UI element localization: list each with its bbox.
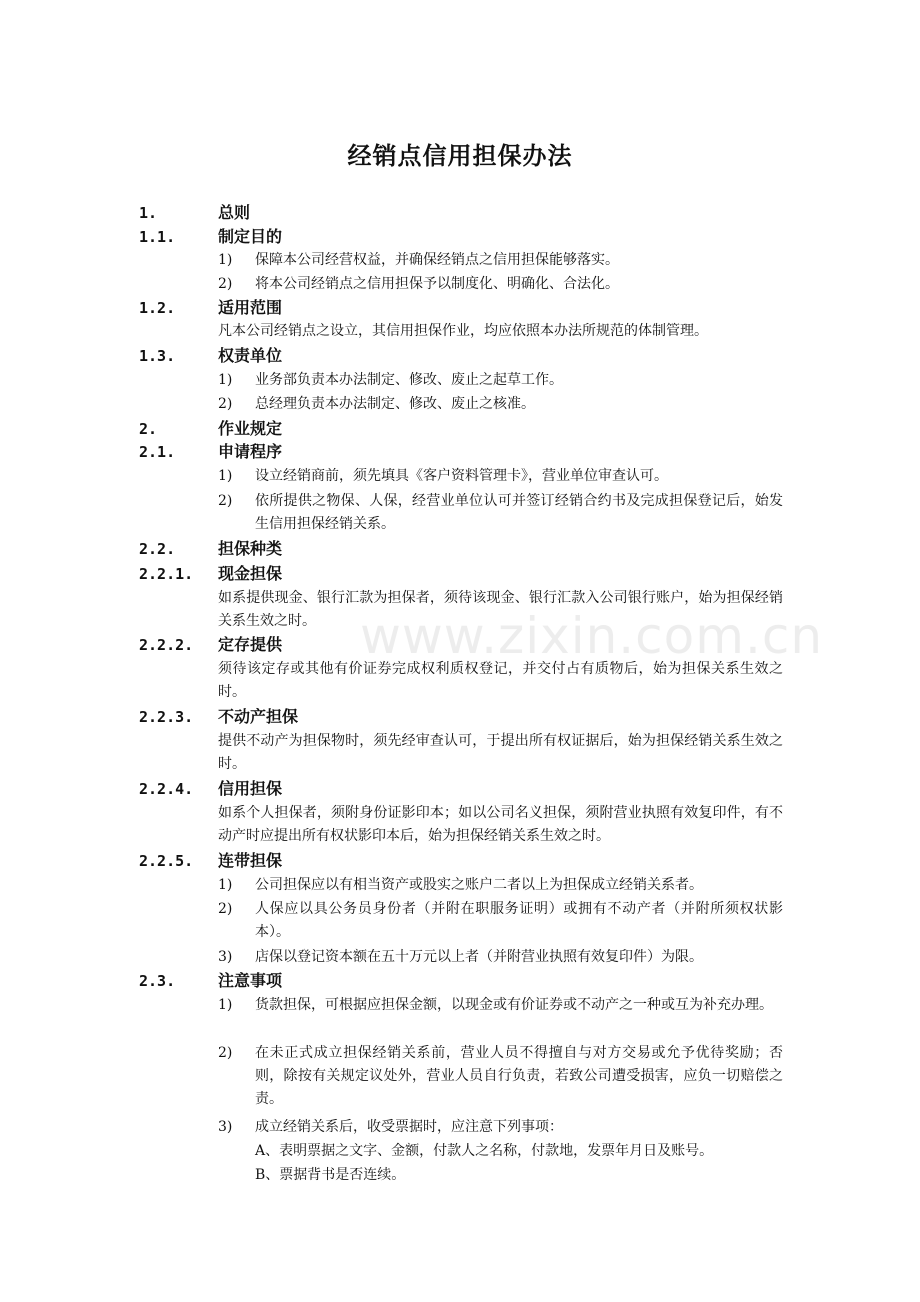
section-number: 2.2.1.: [139, 565, 194, 583]
section-number: 2.: [139, 420, 158, 438]
section-title: 适用范围: [218, 298, 283, 317]
document-title: 经销点信用担保办法: [347, 142, 573, 170]
section-paragraph: 如系提供现金、银行汇款为担保者，须待该现金、银行汇款入公司银行账户，始为担保经销关系生效之时。: [218, 590, 783, 629]
section-title: 连带担保: [218, 851, 283, 870]
section-title: 担保种类: [218, 539, 283, 558]
section-title: 注意事项: [218, 971, 283, 990]
section-number: 2.1.: [139, 443, 176, 461]
list-text: 设立经销商前，须先填具《客户资料管理卡》，营业单位审查认可。: [255, 468, 668, 484]
section-paragraph: 须待该定存或其他有价证券完成权利质权登记，并交付占有质物后，始为担保关系生效之时。: [218, 661, 783, 700]
section-number: 1.2.: [139, 299, 176, 317]
section-paragraph: 提供不动产为担保物时，须先经审查认可，于提出所有权证据后，始为担保经销关系生效之时。: [218, 733, 783, 772]
list-marker: 1): [218, 468, 233, 484]
section-title: 现金担保: [218, 564, 283, 583]
section-number: 2.2.: [139, 540, 176, 558]
section-title: 制定目的: [218, 227, 283, 246]
section-number: 2.2.3.: [139, 708, 194, 726]
list-marker: 2): [218, 396, 233, 412]
list-text: 成立经销关系后，收受票据时，应注意下列事项：: [255, 1119, 563, 1135]
section-number: 2.2.5.: [139, 852, 194, 870]
section-number: 1.1.: [139, 228, 176, 246]
list-text: 总经理负责本办法制定、修改、废止之核准。: [255, 396, 535, 412]
section-title: 作业规定: [218, 419, 283, 438]
sub-item: B、票据背书是否连续。: [255, 1167, 406, 1183]
list-text: 业务部负责本办法制定、修改、废止之起草工作。: [255, 372, 563, 388]
list-text: 公司担保应以有相当资产或股实之账户二者以上为担保成立经销关系者。: [255, 877, 703, 893]
list-marker: 1): [218, 997, 233, 1013]
watermark: www.zixin.com.cn: [360, 607, 824, 665]
list-marker: 1): [218, 252, 233, 268]
list-marker: 2): [218, 493, 233, 509]
list-marker: 3): [218, 949, 233, 965]
list-marker: 2): [218, 901, 233, 917]
section-number: 2.2.4.: [139, 780, 194, 798]
section-number: 1.: [139, 204, 158, 222]
list-text: 保障本公司经营权益，并确保经销点之信用担保能够落实。: [255, 252, 619, 268]
section-title: 不动产担保: [218, 707, 299, 726]
list-text: 在未正式成立担保经销关系前，营业人员不得擅自与对方交易或允予优待奖励；否则，除按有关规定议处外，营业人员自行负责，若致公司遭受损害，应负一切赔偿之责。: [255, 1045, 783, 1107]
section-number: 2.3.: [139, 972, 176, 990]
list-text: 人保应以具公务员身份者（并附在职服务证明）或拥有不动产者（并附所须权状影本）。: [255, 901, 783, 940]
section-title: 信用担保: [218, 779, 283, 798]
section-number: 1.3.: [139, 347, 176, 365]
list-text: 店保以登记资本额在五十万元以上者（并附营业执照有效复印件）为限。: [255, 949, 703, 965]
section-paragraph: 凡本公司经销点之设立，其信用担保作业，均应依照本办法所规范的体制管理。: [218, 323, 708, 339]
section-title: 申请程序: [218, 442, 283, 461]
list-text: 将本公司经销点之信用担保予以制度化、明确化、合法化。: [255, 276, 619, 292]
section-title: 总则: [218, 203, 251, 222]
list-text: 依所提供之物保、人保，经营业单位认可并签订经销合约书及完成担保登记后，始发生信用担保经销关系。: [255, 493, 783, 532]
sub-item: A、表明票据之文字、金额，付款人之名称，付款地，发票年月日及账号。: [255, 1143, 714, 1159]
list-marker: 1): [218, 372, 233, 388]
section-paragraph: 如系个人担保者，须附身份证影印本；如以公司名义担保，须附营业执照有效复印件，有不动产时应提出所有权状影印本后，始为担保经销关系生效之时。: [218, 805, 783, 844]
section-number: 2.2.2.: [139, 636, 194, 654]
list-text: 货款担保，可根据应担保金额，以现金或有价证券或不动产之一种或互为补充办理。: [255, 997, 773, 1013]
section-title: 定存提供: [218, 635, 283, 654]
list-marker: 2): [218, 276, 233, 292]
list-marker: 3): [218, 1119, 233, 1135]
list-marker: 1): [218, 877, 233, 893]
list-marker: 2): [218, 1045, 233, 1061]
section-title: 权责单位: [218, 346, 283, 365]
